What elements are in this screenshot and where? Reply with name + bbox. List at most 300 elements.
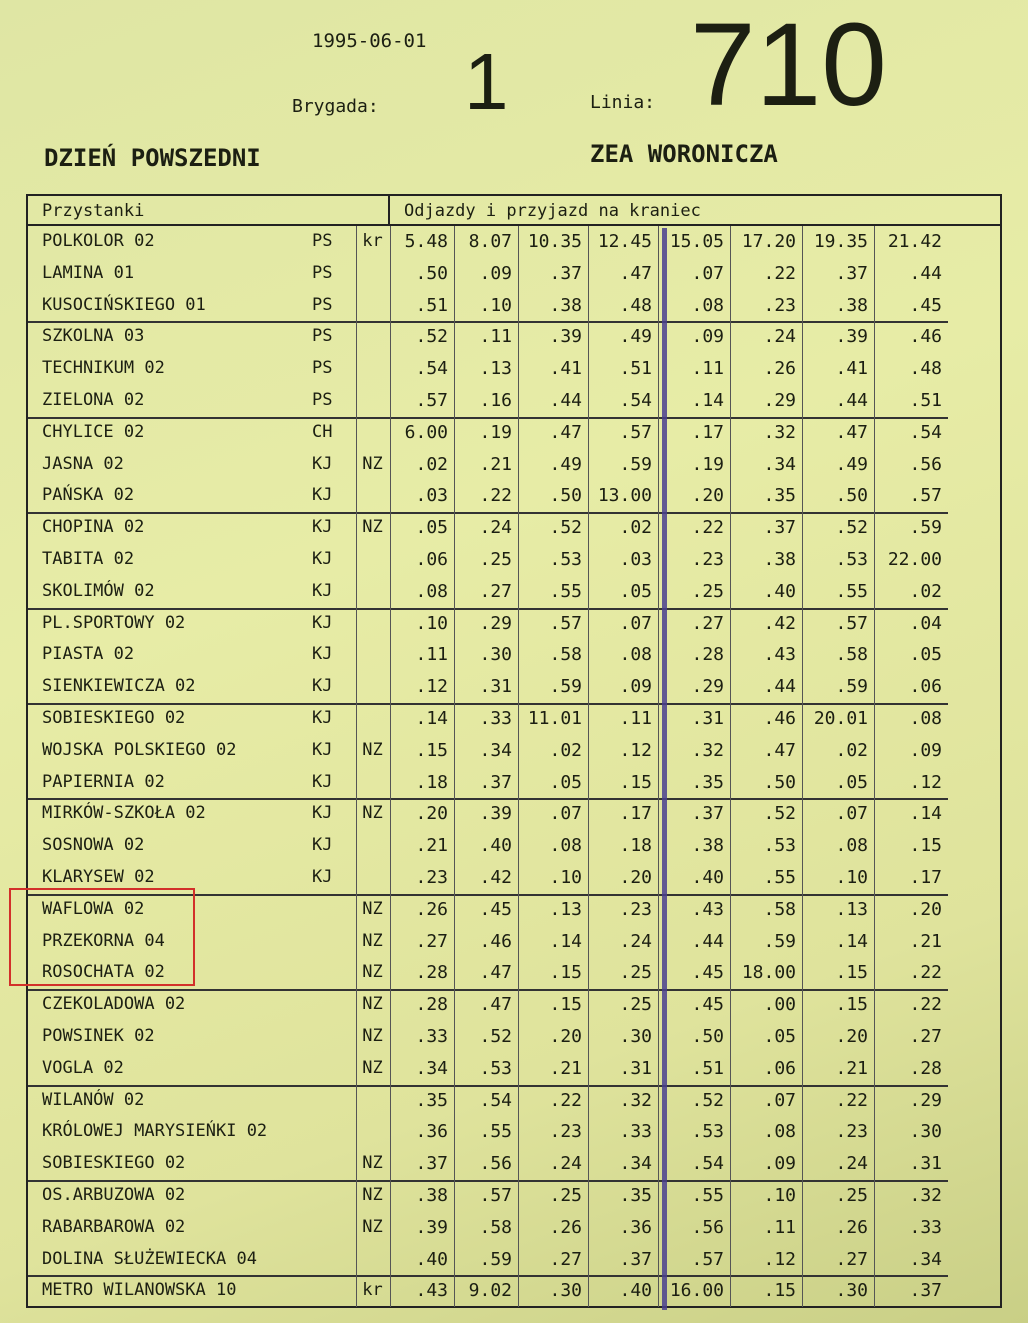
departure-time: .47 — [730, 735, 802, 767]
stop-flag — [356, 544, 388, 576]
departure-time: .22 — [802, 1085, 874, 1117]
stop-flag — [356, 671, 388, 703]
stop-flag — [356, 258, 388, 290]
stop-zone: KJ — [312, 739, 333, 760]
departure-time: .53 — [658, 1116, 730, 1148]
departure-time: .45 — [454, 894, 518, 926]
stop-name: WILANÓW 02 — [42, 1089, 145, 1110]
destination: ZEA WORONICZA — [590, 140, 778, 168]
departure-time: .07 — [518, 798, 588, 830]
brigade-number: 1 — [464, 37, 509, 126]
timetable-date: 1995-06-01 — [312, 30, 427, 52]
departure-time: .21 — [454, 449, 518, 481]
departure-time: .07 — [588, 608, 658, 640]
departure-time: .14 — [874, 798, 948, 830]
departure-time: .15 — [802, 957, 874, 989]
departure-time: .12 — [588, 735, 658, 767]
departure-time: .06 — [730, 1053, 802, 1085]
stop-name: MIRKÓW-SZKOŁA 02 — [42, 803, 206, 824]
departure-time: .15 — [730, 1275, 802, 1307]
departure-time: .37 — [454, 767, 518, 799]
departure-time: .32 — [874, 1180, 948, 1212]
departure-time: .05 — [874, 639, 948, 671]
stop-name: TECHNIKUM 02 — [42, 358, 165, 379]
departure-time: .24 — [730, 321, 802, 353]
stop-zone: KJ — [312, 485, 333, 506]
stop-zone — [312, 1212, 356, 1244]
departure-time: .22 — [454, 480, 518, 512]
table-row — [28, 639, 948, 671]
departure-time: .18 — [588, 830, 658, 862]
stop-zone: KJ — [312, 517, 333, 538]
departure-time: .46 — [874, 321, 948, 353]
stop-flag: NZ — [356, 798, 388, 830]
departure-time: .23 — [518, 1116, 588, 1148]
stop-zone — [312, 1275, 356, 1307]
departure-time: .22 — [518, 1085, 588, 1117]
departure-time: .59 — [454, 1244, 518, 1276]
departure-time: .08 — [658, 290, 730, 322]
stop-zone: KJ — [312, 708, 333, 728]
highlight-box — [9, 888, 195, 986]
departure-time: 5.48 — [390, 226, 454, 258]
departure-time: .57 — [390, 385, 454, 417]
departure-time: .55 — [730, 862, 802, 894]
table-row — [28, 1021, 948, 1053]
stop-flag: NZ — [356, 894, 388, 926]
stop-flag: NZ — [356, 512, 388, 544]
departure-time: .18 — [390, 767, 454, 799]
departure-time: .47 — [802, 417, 874, 449]
stop-zone — [312, 1053, 356, 1085]
departure-time: .05 — [730, 1021, 802, 1053]
departure-time: .43 — [390, 1275, 454, 1307]
departure-time: .24 — [802, 1148, 874, 1180]
departure-time: .08 — [588, 639, 658, 671]
departure-time: .19 — [454, 417, 518, 449]
stop-name: LAMINA 01 — [42, 262, 135, 283]
departure-time: .51 — [658, 1053, 730, 1085]
stop-zone — [312, 1085, 356, 1117]
stop-flag: NZ — [356, 1180, 388, 1212]
departure-time: .10 — [454, 290, 518, 322]
departure-time: .11 — [730, 1212, 802, 1244]
departure-time: .08 — [518, 830, 588, 862]
departure-time: .05 — [588, 576, 658, 608]
stop-flag — [356, 767, 388, 799]
departure-time: .28 — [658, 639, 730, 671]
stop-zone: PS — [312, 358, 333, 379]
stop-flag: NZ — [356, 957, 388, 989]
stop-zone — [312, 926, 356, 958]
table-row — [28, 1148, 948, 1182]
departure-time: .54 — [588, 385, 658, 417]
table-row — [28, 353, 948, 385]
departure-time: .55 — [518, 576, 588, 608]
departure-time: .44 — [658, 926, 730, 958]
departure-time: .41 — [802, 353, 874, 385]
stop-zone: KJ — [312, 803, 333, 824]
departure-time: .59 — [874, 512, 948, 544]
departure-time: .31 — [454, 671, 518, 703]
departure-time: .12 — [730, 1244, 802, 1276]
stop-flag — [356, 862, 388, 894]
departure-time: .59 — [518, 671, 588, 703]
departure-time: .17 — [588, 798, 658, 830]
departure-time: .25 — [454, 544, 518, 576]
departure-time: .29 — [658, 671, 730, 703]
stop-flag: NZ — [356, 926, 388, 958]
departure-time: .58 — [454, 1212, 518, 1244]
departure-time: .13 — [454, 353, 518, 385]
departure-time: .27 — [874, 1021, 948, 1053]
departure-time: .59 — [802, 671, 874, 703]
departure-time: .29 — [454, 608, 518, 640]
departure-time: .14 — [518, 926, 588, 958]
departure-time: .59 — [588, 449, 658, 481]
departure-time: .10 — [802, 862, 874, 894]
departure-time: 22.00 — [874, 544, 948, 576]
stop-name: RABARBAROWA 02 — [42, 1216, 186, 1237]
stops-header: Przystanki — [28, 196, 390, 226]
departure-time: .56 — [454, 1148, 518, 1180]
departure-time: .50 — [802, 480, 874, 512]
departure-time: .04 — [874, 608, 948, 640]
departure-time: .23 — [730, 290, 802, 322]
departure-time: 17.20 — [730, 226, 802, 258]
departure-time: .55 — [802, 576, 874, 608]
departure-time: .30 — [518, 1275, 588, 1307]
departure-time: .34 — [454, 735, 518, 767]
stop-name: KUSOCIŃSKIEGO 01 — [42, 294, 206, 315]
table-row — [28, 830, 948, 862]
departure-time: .44 — [730, 671, 802, 703]
departure-time: .55 — [658, 1180, 730, 1212]
table-row — [28, 1085, 948, 1117]
stop-zone: KJ — [312, 676, 333, 697]
departure-time: .27 — [658, 608, 730, 640]
stop-flag: kr — [356, 1275, 388, 1307]
stop-flag — [356, 321, 388, 353]
departure-time: .22 — [874, 989, 948, 1021]
departure-time: .15 — [588, 767, 658, 799]
line-label: Linia: — [590, 92, 656, 113]
departure-time: .11 — [390, 639, 454, 671]
departure-time: .38 — [802, 290, 874, 322]
table-row — [28, 767, 948, 801]
stop-flag — [356, 480, 388, 512]
table-row — [28, 576, 948, 610]
stop-flag: NZ — [356, 1021, 388, 1053]
stop-zone: CH — [312, 421, 333, 442]
departure-time: 18.00 — [730, 957, 802, 989]
departure-time: .45 — [874, 290, 948, 322]
departure-time: .52 — [454, 1021, 518, 1053]
departure-time: .07 — [730, 1085, 802, 1117]
departure-time: 21.42 — [874, 226, 948, 258]
departure-time: .07 — [658, 258, 730, 290]
departure-time: .55 — [454, 1116, 518, 1148]
departure-time: .15 — [518, 989, 588, 1021]
departure-time: .44 — [518, 385, 588, 417]
table-row — [28, 321, 948, 353]
departure-time: 10.35 — [518, 226, 588, 258]
stop-zone — [312, 1148, 356, 1180]
stop-name: METRO WILANOWSKA 10 — [42, 1280, 237, 1301]
departure-time: .00 — [730, 989, 802, 1021]
departure-time: .34 — [874, 1244, 948, 1276]
departure-time: .12 — [874, 767, 948, 799]
departure-time: .52 — [802, 512, 874, 544]
departure-time: .33 — [454, 703, 518, 735]
departure-time: .09 — [454, 258, 518, 290]
departure-time: .37 — [588, 1244, 658, 1276]
departure-time: .47 — [518, 417, 588, 449]
departure-time: .12 — [390, 671, 454, 703]
departure-time: .51 — [874, 385, 948, 417]
table-row — [28, 1244, 948, 1278]
departure-time: .36 — [588, 1212, 658, 1244]
departure-time: .44 — [802, 385, 874, 417]
stop-name: DOLINA SŁUŻEWIECKA 04 — [42, 1248, 257, 1269]
stop-name: PAŃSKA 02 — [42, 485, 135, 506]
departure-time: .38 — [730, 544, 802, 576]
departure-time: .05 — [802, 767, 874, 799]
table-row — [28, 480, 948, 514]
departure-time: .08 — [802, 830, 874, 862]
table-row — [28, 385, 948, 419]
departure-time: .17 — [874, 862, 948, 894]
departure-time: .24 — [518, 1148, 588, 1180]
stop-name: CHYLICE 02 — [42, 421, 145, 442]
table-row — [28, 1053, 948, 1087]
departure-time: .24 — [454, 512, 518, 544]
departure-time: .52 — [730, 798, 802, 830]
stop-name: SOSNOWA 02 — [42, 835, 145, 856]
stop-name: OS.ARBUZOWA 02 — [42, 1185, 186, 1205]
table-row — [28, 258, 948, 290]
departure-time: .34 — [588, 1148, 658, 1180]
departure-time: .02 — [802, 735, 874, 767]
departure-time: .40 — [730, 576, 802, 608]
departure-time: .21 — [874, 926, 948, 958]
stop-zone — [312, 894, 356, 926]
brigade-label: Brygada: — [292, 96, 379, 117]
departure-time: .22 — [730, 258, 802, 290]
departure-time: .41 — [518, 353, 588, 385]
departure-time: .30 — [454, 639, 518, 671]
pen-mark-line — [662, 228, 667, 1310]
departure-time: .30 — [802, 1275, 874, 1307]
departure-time: .56 — [874, 449, 948, 481]
departure-time: .56 — [658, 1212, 730, 1244]
departure-time: 9.02 — [454, 1275, 518, 1307]
table-row — [28, 512, 948, 544]
departure-time: .14 — [390, 703, 454, 735]
table-row — [28, 608, 948, 640]
departure-time: .39 — [454, 798, 518, 830]
table-row — [28, 1180, 948, 1212]
departure-time: .43 — [658, 894, 730, 926]
departure-time: .09 — [658, 321, 730, 353]
departure-time: .27 — [390, 926, 454, 958]
stop-flag — [356, 639, 388, 671]
departure-time: .45 — [658, 989, 730, 1021]
departure-time: .15 — [802, 989, 874, 1021]
stop-zone — [312, 1180, 356, 1212]
departure-time: .25 — [588, 957, 658, 989]
departure-time: .26 — [518, 1212, 588, 1244]
departure-time: 16.00 — [658, 1275, 730, 1307]
stop-zone: KJ — [312, 771, 333, 792]
stop-zone — [312, 1021, 356, 1053]
stop-flag — [356, 353, 388, 385]
stop-name: WOJSKA POLSKIEGO 02 — [42, 739, 237, 760]
departure-time: .20 — [588, 862, 658, 894]
departure-time: .26 — [802, 1212, 874, 1244]
departures-header: Odjazdy i przyjazd na kraniec — [390, 196, 1002, 226]
departure-time: .52 — [518, 512, 588, 544]
stop-zone: KJ — [312, 549, 333, 569]
table-row — [28, 544, 948, 576]
table-row — [28, 735, 948, 767]
stop-zone: KJ — [312, 612, 333, 633]
departure-time: .53 — [518, 544, 588, 576]
departure-time: .06 — [874, 671, 948, 703]
departure-time: .27 — [454, 576, 518, 608]
departure-time: .50 — [730, 767, 802, 799]
departure-time: .33 — [874, 1212, 948, 1244]
departure-time: .23 — [588, 894, 658, 926]
stop-name: SZKOLNA 03 — [42, 326, 145, 347]
stop-name: PRZEKORNA 04 — [42, 930, 165, 951]
departure-time: .02 — [588, 512, 658, 544]
departure-time: .40 — [390, 1244, 454, 1276]
departure-time: .51 — [588, 353, 658, 385]
stop-zone: PS — [312, 231, 333, 251]
stop-name: ROSOCHATA 02 — [42, 962, 165, 983]
departure-time: .46 — [454, 926, 518, 958]
departure-time: .31 — [658, 703, 730, 735]
table-row — [28, 989, 948, 1021]
departure-time: .50 — [390, 258, 454, 290]
stop-name: PIASTA 02 — [42, 644, 135, 665]
table-row — [28, 449, 948, 481]
stop-name: JASNA 02 — [42, 453, 124, 474]
stop-name: SOBIESKIEGO 02 — [42, 708, 186, 728]
stop-zone: KJ — [312, 644, 333, 665]
stop-flag: NZ — [356, 735, 388, 767]
departure-time: .45 — [658, 957, 730, 989]
stop-flag — [356, 1116, 388, 1148]
stop-zone: PS — [312, 294, 333, 315]
table-row — [28, 226, 948, 258]
departure-time: .30 — [874, 1116, 948, 1148]
stop-name: VOGLA 02 — [42, 1057, 124, 1078]
departure-time: .39 — [518, 321, 588, 353]
departure-time: .05 — [390, 512, 454, 544]
departure-time: .52 — [658, 1085, 730, 1117]
departure-time: .30 — [588, 1021, 658, 1053]
departure-time: .25 — [658, 576, 730, 608]
departure-time: .10 — [390, 608, 454, 640]
departure-time: .49 — [518, 449, 588, 481]
departure-time: .31 — [588, 1053, 658, 1085]
departure-time: .33 — [588, 1116, 658, 1148]
departure-time: .20 — [874, 894, 948, 926]
stop-name: POLKOLOR 02 — [42, 231, 155, 251]
departure-time: .54 — [390, 353, 454, 385]
departure-time: .15 — [874, 830, 948, 862]
departure-time: .57 — [658, 1244, 730, 1276]
stop-name: SIENKIEWICZA 02 — [42, 676, 196, 697]
stop-zone: KJ — [312, 867, 333, 887]
stop-zone: KJ — [312, 453, 333, 474]
departure-time: 6.00 — [390, 417, 454, 449]
departure-time: .50 — [658, 1021, 730, 1053]
departure-time: 19.35 — [802, 226, 874, 258]
departure-time: .47 — [454, 989, 518, 1021]
departure-time: .31 — [874, 1148, 948, 1180]
table-row — [28, 290, 948, 324]
table-row — [28, 703, 948, 735]
departure-time: .32 — [588, 1085, 658, 1117]
departure-time: .37 — [390, 1148, 454, 1180]
stop-zone — [312, 957, 356, 989]
departure-time: .34 — [730, 449, 802, 481]
departure-time: .58 — [802, 639, 874, 671]
departure-time: .19 — [658, 449, 730, 481]
stop-flag: NZ — [356, 989, 388, 1021]
departure-time: .34 — [390, 1053, 454, 1085]
stop-zone — [312, 1116, 356, 1148]
departure-time: .10 — [518, 862, 588, 894]
stop-name: SOBIESKIEGO 02 — [42, 1153, 186, 1174]
stop-name: SKOLIMÓW 02 — [42, 580, 155, 601]
departure-time: .35 — [588, 1180, 658, 1212]
departure-time: .17 — [658, 417, 730, 449]
stop-name: ZIELONA 02 — [42, 390, 145, 410]
departure-time: 15.05 — [658, 226, 730, 258]
departure-time: 8.07 — [454, 226, 518, 258]
departure-time: .58 — [730, 894, 802, 926]
departure-time: .48 — [874, 353, 948, 385]
departure-time: .29 — [874, 1085, 948, 1117]
stop-flag — [356, 576, 388, 608]
departure-time: .22 — [874, 957, 948, 989]
departure-time: .25 — [802, 1180, 874, 1212]
table-row — [28, 1275, 948, 1307]
departure-time: .42 — [454, 862, 518, 894]
departure-time: .07 — [802, 798, 874, 830]
departure-time: .37 — [730, 512, 802, 544]
departure-time: .14 — [658, 385, 730, 417]
stop-name: KRÓLOWEJ MARYSIEŃKI 02 — [42, 1121, 268, 1142]
departure-time: .53 — [730, 830, 802, 862]
departure-time: .20 — [658, 480, 730, 512]
stop-name: WAFLOWA 02 — [42, 898, 145, 919]
departure-time: .39 — [390, 1212, 454, 1244]
stop-flag: NZ — [356, 1212, 388, 1244]
table-row — [28, 417, 948, 449]
departure-time: .57 — [874, 480, 948, 512]
departure-time: .38 — [658, 830, 730, 862]
departure-time: .14 — [802, 926, 874, 958]
departure-time: .54 — [658, 1148, 730, 1180]
departure-time: .29 — [730, 385, 802, 417]
departure-time: .47 — [588, 258, 658, 290]
stop-flag — [356, 703, 388, 735]
